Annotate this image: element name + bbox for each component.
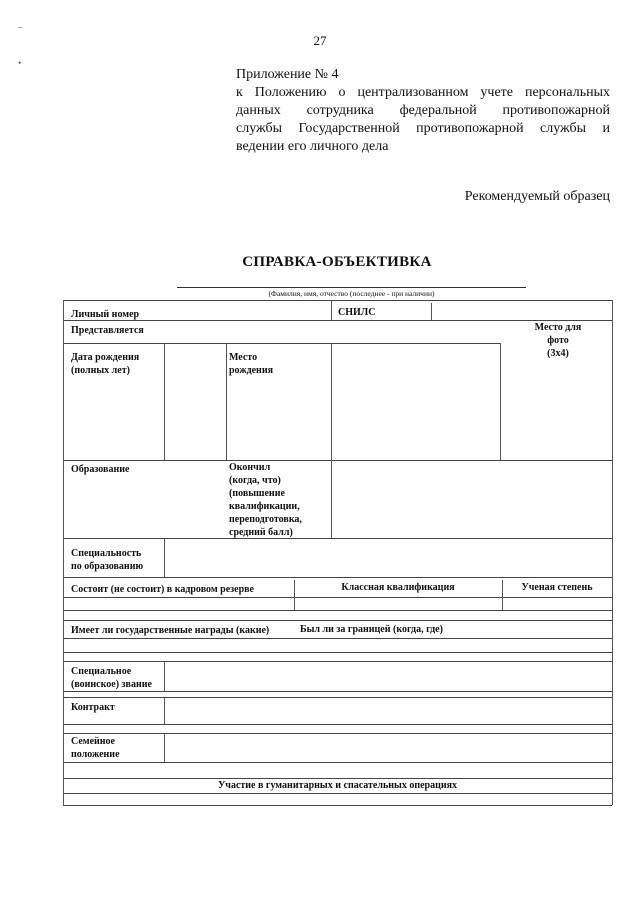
personal-number-field[interactable] — [166, 304, 330, 319]
graduated-label-line: переподготовка, — [229, 514, 302, 525]
birth-date-field[interactable] — [166, 346, 224, 458]
appendix-title: Приложение № 4 — [236, 67, 339, 82]
family-status-field[interactable] — [166, 735, 610, 761]
appendix-line: службы Государственной противопожарной службы и — [236, 121, 610, 136]
education-field[interactable] — [333, 463, 610, 536]
specialty-field[interactable] — [166, 541, 610, 575]
abroad-label: Был ли за границей (когда, где) — [300, 624, 443, 635]
document-title: СПРАВКА-ОБЪЕКТИВКА — [242, 254, 432, 270]
contract-label: Контракт — [71, 702, 115, 713]
appendix-line: данных сотрудника федеральной противопожарной — [236, 103, 610, 118]
graduated-label-line: (повышение — [229, 488, 285, 499]
birth-date-label-line: Дата рождения — [71, 352, 140, 363]
birth-place-label-line: Место — [229, 352, 258, 363]
contract-field[interactable] — [166, 699, 610, 723]
photo-label-line: Место для — [534, 322, 582, 333]
full-name-line[interactable] — [177, 287, 526, 288]
snils-field[interactable] — [433, 304, 610, 319]
birth-place-field[interactable] — [333, 346, 498, 458]
birth-date-label-line: (полных лет) — [71, 365, 130, 376]
graduated-label-line: (когда, что) — [229, 475, 281, 486]
class-qualification-field[interactable] — [296, 599, 500, 609]
abroad-field[interactable] — [296, 640, 610, 651]
presented-label: Представляется — [71, 325, 144, 336]
birth-place-label — [229, 351, 273, 377]
special-rank-label-line: (воинское) звание — [71, 679, 152, 690]
special-rank-label — [71, 665, 152, 691]
reserve-field[interactable] — [66, 599, 292, 609]
graduated-label — [229, 461, 302, 539]
recommended-sample-label: Рекомендуемый образец — [464, 189, 610, 204]
margin-mark: • — [18, 58, 22, 68]
education-label: Образование — [71, 464, 130, 475]
awards-field[interactable] — [66, 640, 292, 651]
personal-number-label: Личный номер — [71, 309, 140, 320]
awards-label: Имеет ли государственные награды (какие) — [71, 625, 270, 636]
margin-mark: – — [18, 22, 23, 32]
humanitarian-operations-label: Участие в гуманитарных и спасательных операциях — [217, 780, 458, 791]
academic-degree-field[interactable] — [504, 599, 610, 609]
birth-place-label-line: рождения — [229, 365, 273, 376]
page-number: 27 — [313, 33, 327, 48]
specialty-label-line: Специальность — [71, 548, 142, 559]
reserve-label: Состоит (не состоит) в кадровом резерве — [71, 584, 254, 595]
special-rank-label-line: Специальное — [71, 666, 132, 677]
special-rank-field[interactable] — [166, 663, 610, 690]
appendix-line: ведении его личного дела — [236, 139, 389, 154]
academic-degree-label: Ученая степень — [521, 582, 593, 593]
graduated-label-line: квалификации, — [229, 501, 300, 512]
photo-label-line: (3x4) — [547, 348, 569, 359]
photo-label-line: фото — [547, 335, 569, 346]
graduated-label-line: Окончил — [229, 462, 271, 473]
appendix-block — [236, 66, 610, 156]
specialty-label — [71, 547, 143, 573]
graduated-label-line: средний балл) — [229, 527, 293, 538]
snils-label: СНИЛС — [338, 307, 376, 318]
appendix-line: к Положению о централизованном учете персональных — [236, 85, 610, 100]
specialty-label-line: по образованию — [71, 561, 144, 572]
class-qualification-label: Классная квалификация — [341, 582, 455, 593]
family-status-label-line: положение — [71, 749, 120, 760]
full-name-caption: (Фамилия, имя, отчество (последнее - при наличии) — [268, 289, 435, 298]
presented-field[interactable] — [166, 323, 498, 341]
photo-placeholder[interactable] — [520, 321, 596, 360]
humanitarian-operations-field[interactable] — [66, 795, 610, 804]
birth-date-label — [71, 351, 139, 377]
family-status-label — [71, 735, 120, 761]
family-status-label-line: Семейное — [71, 736, 115, 747]
